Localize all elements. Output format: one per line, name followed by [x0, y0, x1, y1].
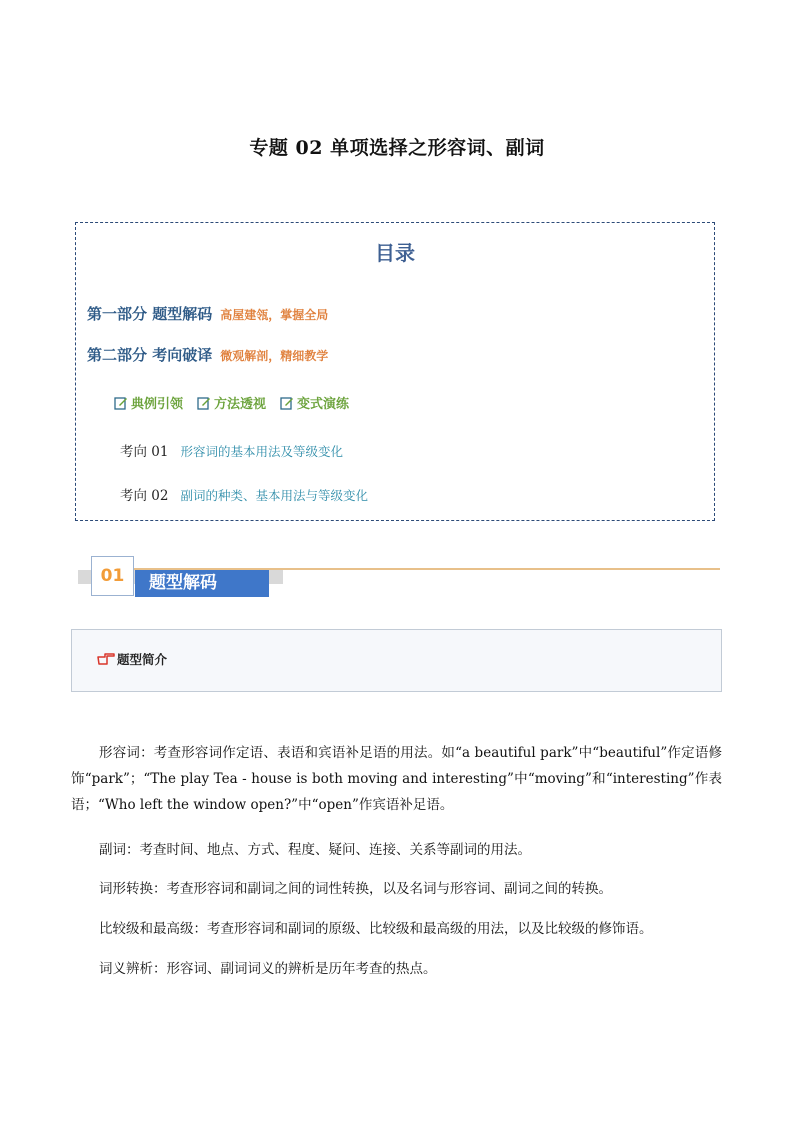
tag-fangfa[interactable]: 方法透视 — [197, 393, 266, 412]
edit-doc-icon — [197, 396, 211, 410]
paragraph-word-form: 词形转换：考查形容词和副词之间的词性转换，以及名词与形容词、副词之间的转换。 — [99, 881, 612, 897]
table-of-contents — [75, 222, 715, 521]
section-label: 题型解码 — [135, 570, 269, 597]
edit-doc-icon — [114, 396, 128, 410]
toc-part-label: 第二部分 考向破译 — [87, 346, 213, 364]
section-number: 01 — [91, 556, 134, 596]
paragraph-adverb: 副词：考查时间、地点、方式、程度、疑问、连接、关系等副词的用法。 — [99, 842, 531, 858]
toc-part-sub: 高屋建瓴，掌握全局 — [220, 308, 329, 322]
toc-part-label: 第一部分 题型解码 — [87, 305, 213, 323]
toc-heading: 目录 — [375, 241, 415, 265]
toc-kaoxiang-1[interactable]: 考向 01 形容词的基本用法及等级变化 — [120, 444, 343, 460]
intro-box — [71, 629, 722, 692]
toc-part-2[interactable] — [87, 344, 328, 365]
tag-bianshi[interactable]: 变式演练 — [280, 393, 349, 412]
paragraph-meaning: 词义辨析：形容词、副词词义的辨析是历年考查的热点。 — [99, 961, 437, 977]
toc-kaoxiang-2[interactable]: 考向 02 副词的种类、基本用法与等级变化 — [120, 488, 368, 504]
pointing-hand-icon — [96, 651, 116, 667]
intro-label: 题型简介 — [96, 650, 167, 668]
paragraph-adjective: 形容词：考查形容词作定语、表语和宾语补足语的用法。如“a beautiful park”中“beautiful”作定语修饰“park”；“The play Tea - house is both moving and interesting”中“moving”和“interesting”作表语；“Who left the window open?”中“open”作宾语补足语。 — [71, 745, 723, 813]
edit-doc-icon — [280, 396, 294, 410]
toc-tags — [114, 393, 349, 412]
toc-part-sub: 微观解剖，精细教学 — [220, 349, 329, 363]
paragraph-comparison: 比较级和最高级：考查形容词和副词的原级、比较级和最高级的用法，以及比较级的修饰语。 — [99, 921, 653, 937]
page-title: 专题 02 单项选择之形容词、副词 — [249, 137, 545, 159]
toc-part-1[interactable] — [87, 303, 328, 324]
tag-dianli[interactable]: 典例引领 — [114, 393, 183, 412]
